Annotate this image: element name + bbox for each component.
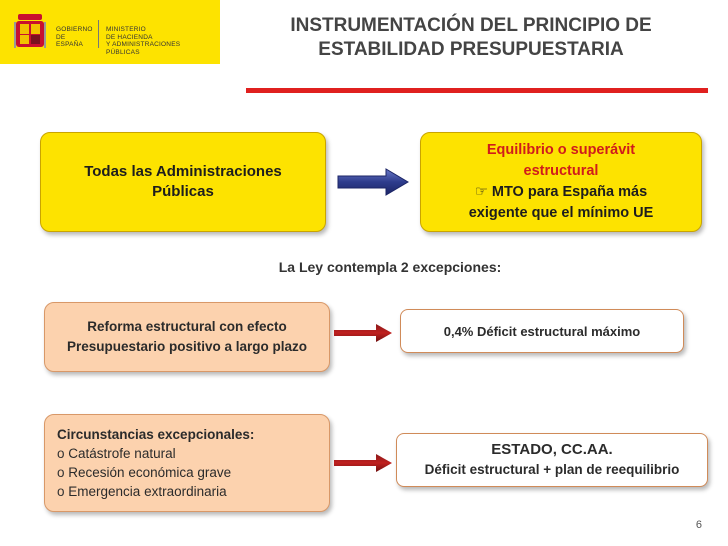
exceptional-circumstances-heading: Circunstancias excepcionales: <box>57 427 255 442</box>
page-number: 6 <box>695 519 702 531</box>
arrow-right-icon <box>336 168 410 196</box>
exceptional-circumstances-box <box>44 414 330 512</box>
list-item: o Emergencia extraordinaria <box>57 484 227 499</box>
exceptions-intro: La Ley contempla 2 excepciones: <box>278 259 502 275</box>
state-regions-box: ESTADO, CC.AA. Déficit estructural + plan de reequilibrio <box>396 433 708 487</box>
title-underline <box>246 88 708 93</box>
list-item: o Catástrofe natural <box>57 446 176 461</box>
government-logo <box>0 0 220 64</box>
all-administrations-box: Todas las Administraciones Públicas <box>40 132 326 232</box>
arrow-right-icon <box>334 452 394 474</box>
pointing-hand-icon: ☞ <box>474 184 488 200</box>
structural-reform-box: Reforma estructural con efecto Presupuestario positivo a largo plazo <box>44 302 330 372</box>
logo-gobierno-text: GOBIERNO DE ESPAÑA <box>56 26 93 48</box>
max-structural-deficit-box: 0,4% Déficit estructural máximo <box>400 309 684 353</box>
list-item: o Recesión económica grave <box>57 465 232 480</box>
logo-ministerio-text: MINISTERIO DE HACIENDA Y ADMINISTRACIONES PÚBLICAS <box>106 26 181 56</box>
arrow-right-icon <box>334 322 394 344</box>
slide-title: INSTRUMENTACIÓN DEL PRINCIPIO DE ESTABILIDAD PRESUPUESTARIA <box>290 15 652 60</box>
logo-divider <box>98 20 99 48</box>
coat-of-arms-icon <box>14 12 46 52</box>
balance-surplus-box: Equilibrio o superávit estructural ☞ MTO para España más exigente que el mínimo UE <box>420 132 702 232</box>
